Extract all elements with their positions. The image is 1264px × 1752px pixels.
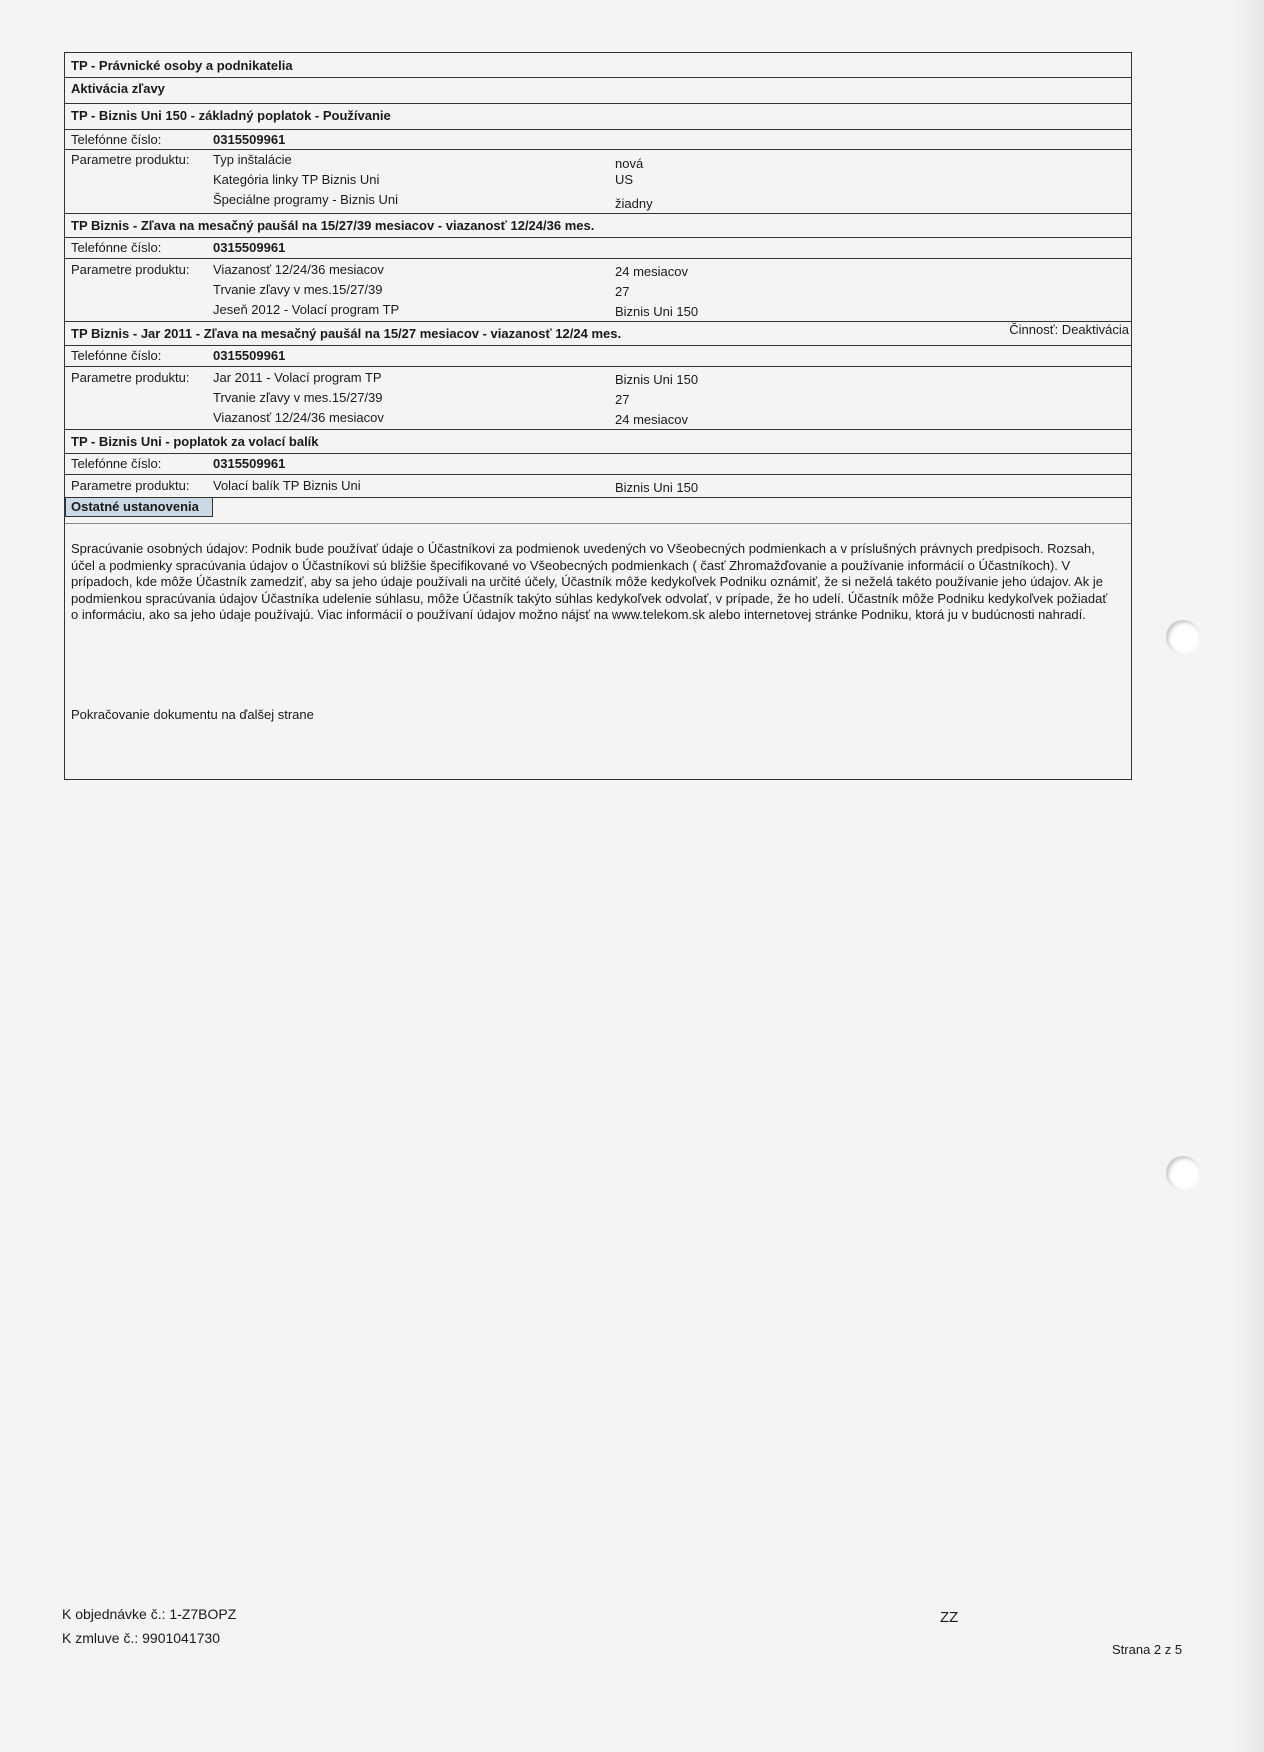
- punch-hole: [1166, 620, 1200, 654]
- continuation-note: Pokračovanie dokumentu na ďalšej strane: [71, 707, 314, 722]
- page-number: Strana 2 z 5: [1112, 1642, 1183, 1657]
- data-processing-paragraph: Spracúvanie osobných údajov: Podnik bude používať údaje o Účastníkovi za podmienok uvedených vo Všeobecných podmienkach a v príslušných právnych predpisoch. Rozsah, účel a podmienky spracúvania údajov o Účastníkovi sú bližšie špecifikované vo Všeobecných podmienkach ( časť Zhromažďovanie a používanie informácií o Účastníkoch). V prípadoch, kde môže Účastník zamedziť, aby sa jeho údaje používali na určité účely, Účastník môže kedykoľvek Podniku oznámiť, že si neželá takéto používanie jeho údajov. Ak je podmienkou spracúvania údajov Účastníka udelenie súhlasu, môže Účastník takýto súhlas kedykoľvek odvolať, v prípade, že ho udelí. Účastník môže Podniku kedykoľvek požiadať o informáciu, ako sa jeho údaje používajú. Viac informácií o používaní údajov možno nájsť na www.telekom.sk alebo internetovej stránke Podniku, ktorá ju v budúcnosti nahradí.: [71, 541, 1108, 622]
- punch-hole: [1166, 1156, 1200, 1190]
- contract-number: K zmluve č.: 9901041730: [62, 1630, 220, 1646]
- activity-label: Činnosť: Deaktivácia: [1009, 322, 1129, 337]
- initials: ZZ: [940, 1609, 959, 1626]
- page-edge: [1234, 0, 1264, 1752]
- order-number: K objednávke č.: 1-Z7BOPZ: [62, 1606, 237, 1622]
- order-form: TP - Právnické osoby a podnikatelia Aktivácia zľavy TP - Biznis Uni 150 - základný poplatok - Používanie Telefónne číslo: 0315509961 Parametre produktu: Typ inštalácie nová Kategória linky TP Biznis Uni US Špeciálne programy - Biznis Uni žiadny TP Biznis - Zľava na mesačný paušál na 15/27/39 mesiacov - viazanosť 12/24/36 mes. Telefónne číslo: 0315509961 Parametre produktu: Viazanosť 12/24/36 mesiacov 24 mesiacov Trvanie zľavy v mes.15/27/39 27 Jeseň 2012 - Volací program TP Biznis Uni 150 TP Biznis - Jar 2011 - Zľava na mesačný paušál na 15/27 mesiacov - viazanosť 12/24 mes. Činnosť: Deaktivácia Telefónne číslo: 0315509961 Parametre produktu: Jar 2011 - Volací program TP Biznis Uni 150 Trvanie zľavy v mes.15/27/39 27 Viazanosť 12/24/36 mesiacov 24 mesiacov TP - Biznis Uni - poplatok za volací balík Telefónne číslo: 0315509961 Parametre produktu: Volací balík TP Biznis Uni Biznis Uni 150 Ostatné ustanovenia Spracúvanie osobných údajov: Podnik bude používať údaje o Účastníkovi za podmienok uvedených vo Všeobecných podmienkach a v príslušných právnych predpisoch. Rozsah, účel a podmienky spracúvania údajov o Účastníkovi sú bližšie špecifikované vo Všeobecných podmienkach ( časť Zhromažďovanie a používanie informácií o Účastníkoch). V prípadoch, kde môže Účastník zamedziť, aby sa jeho údaje používali na určité účely, Účastník môže kedykoľvek Podniku oznámiť, že si neželá takéto používanie jeho údajov. Ak je podmienkou spracúvania údajov Účastníka udelenie súhlasu, môže Účastník takýto súhlas kedykoľvek odvolať, v prípade, že ho udelí. Účastník môže Podniku kedykoľvek požiadať o informáciu, ako sa jeho údaje používajú. Viac informácií o používaní údajov možno nájsť na www.telekom.sk alebo internetovej stránke Podniku, ktorá ju v budúcnosti nahradí. Pokračovanie dokumentu na ďalšej strane: [64, 52, 1132, 780]
